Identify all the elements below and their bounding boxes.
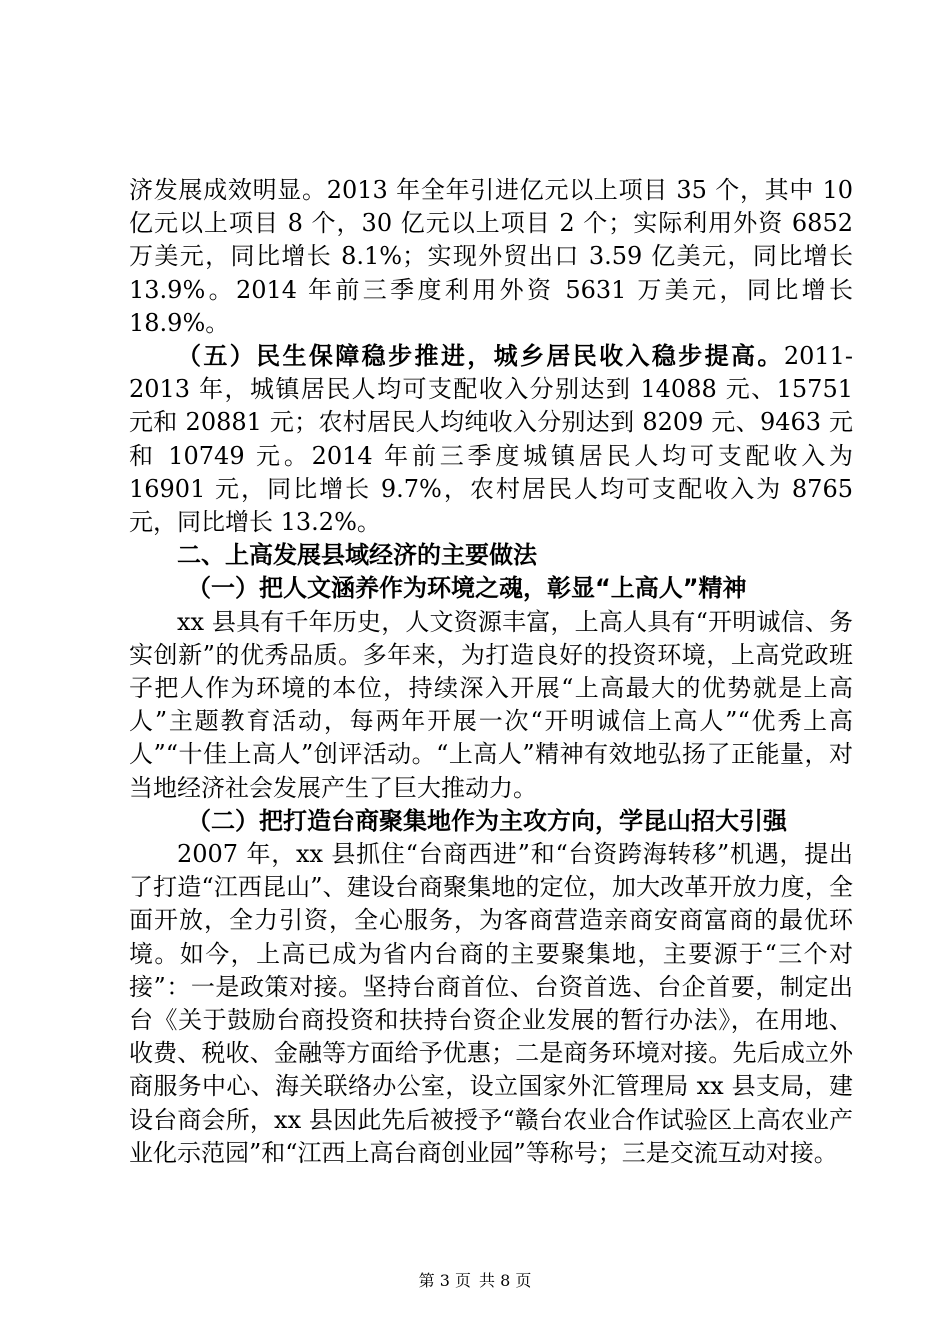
paragraph-livelihood [129,340,853,539]
page-footer [0,1268,950,1291]
section-heading-main-practices: 二、上高发展县域经济的主要做法 [177,541,537,570]
subsection-heading-taiwan-investment: （二）把打造台商聚集地作为主攻方向，学昆山招大引强 [187,806,787,835]
page-number: 第 3 页 [418,1271,471,1290]
subsection-heading-culture: （一）把人文涵养作为环境之魂，彰显“上高人”精神 [187,574,747,603]
paragraph-taiwan-investment [129,838,853,1170]
paragraph-culture [129,606,853,805]
paragraph-text: 济发展成效明显。2013 年全年引进亿元以上项目 35 个，其中 10 亿元以上项目 8 个，30 亿元以上项目 2 个；实际利用外资 6852 万美元，同比增长 8.1%；实现外贸出口 3.59 亿美元，同比增长 13.9%。2014 年前三季度利用外资 5631 万美元，同比增长 18.9%。 [129,176,853,337]
document-body [129,174,853,1170]
paragraph-lead-heading: （五）民生保障稳步推进，城乡居民收入稳步提高。 [177,342,784,371]
paragraph-economy-results [129,174,853,340]
page-total: 共 8 页 [479,1271,532,1290]
paragraph-text: xx 县具有千年历史，人文资源丰富，上高人具有“开明诚信、务实创新”的优秀品质。多年来，为打造良好的投资环境，上高党政班子把人作为环境的本位，持续深入开展“上高最大的优势就是上高人”主题教育活动，每两年开展一次“开明诚信上高人”“优秀上高人”“十佳上高人”创评活动。“上高人”精神有效地弘扬了正能量，对当地经济社会发展产生了巨大推动力。 [129,607,853,802]
paragraph-text: 2007 年，xx 县抓住“台商西进”和“台资跨海转移”机遇，提出了打造“江西昆山”、建设台商聚集地的定位，加大改革开放力度，全面开放，全力引资，全心服务，为客商营造亲商安商富商的最优环境。如今，上高已成为省内台商的主要聚集地，主要源于“三个对接”：一是政策对接。坚持台商首位、台资首选、台企首要，制定出台《关于鼓励台商投资和扶持台资企业发展的暂行办法》，在用地、收费、税收、金融等方面给予优惠；二是商务环境对接。先后成立外商服务中心、海关联络办公室，设立国家外汇管理局 xx 县支局，建设台商会所，xx 县因此先后被授予“赣台农业合作试验区上高农业产业化示范园”和“江西上高台商创业园”等称号；三是交流互动对接。 [129,840,853,1167]
paragraph-text: 2011-2013 年，城镇居民人均可支配收入分别达到 14088 元、15751 元和 20881 元；农村居民人均纯收入分别达到 8209 元、9463 元和 10749 元。2014 年前三季度城镇居民人均可支配收入为 16901 元，同比增长 9.7%，农村居民人均可支配收入为 8765 元，同比增长 13.2%。 [129,342,853,537]
